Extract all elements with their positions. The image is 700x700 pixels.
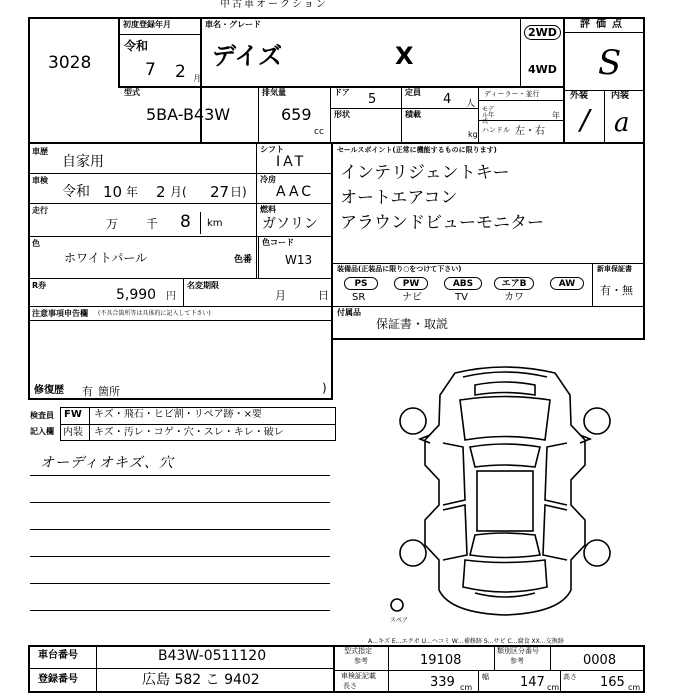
aircon: AAC (276, 184, 315, 200)
repair-bracket: ) (322, 381, 327, 395)
score-ext-label: 外装 (570, 91, 589, 101)
length-label: 長さ (343, 682, 357, 690)
color-code-label: 色コード (262, 238, 294, 247)
distance-unit: km (207, 218, 223, 229)
plate-label: 登録番号 (38, 674, 78, 685)
equip-aw: AW (550, 277, 584, 290)
inspection-era: 令和 (62, 184, 90, 200)
class-no: 0008 (583, 653, 617, 668)
displacement-label: 排気量 (262, 88, 286, 97)
type-spec-label: 型式指定 (344, 647, 372, 655)
first-reg-year: 7 (145, 60, 156, 80)
inspection-year-unit: 年 (126, 185, 139, 199)
first-reg-era: 令和 (124, 39, 149, 53)
width-label: 幅 (482, 673, 489, 681)
score-ext-value: / (580, 103, 590, 136)
width-unit: cm (547, 683, 560, 692)
inspector-label-1: 検査員 (30, 411, 54, 420)
color-no-label: 色番 (234, 255, 253, 265)
selling-point-1: インテリジェントキー (340, 163, 510, 183)
mileage-base-unit: kg (468, 130, 478, 139)
displacement-unit: cc (314, 127, 324, 137)
inspector-row1-head: FW (64, 409, 82, 420)
name-change-month: 月 (275, 289, 286, 302)
height-label: 高さ (563, 673, 577, 681)
inspection-month: 2 (156, 183, 166, 201)
model-year-unit: 年 (552, 111, 560, 120)
inspector-row2: キズ・汚レ・コゲ・穴・スレ・キレ・破レ (94, 427, 284, 438)
name-change-label: 名変期限 (187, 281, 219, 290)
type-spec: 19108 (420, 653, 462, 668)
inspection-label: 車検 (32, 176, 48, 185)
class-no-label: 類別区分番号 (497, 647, 539, 655)
distance-man: 万 (106, 217, 119, 231)
recycle: 5,990 (116, 287, 157, 303)
score-int-label: 内装 (611, 91, 630, 101)
scan-strip: 中古車オークション (220, 0, 328, 10)
inspection-year: 10 (103, 183, 123, 201)
grade: X (395, 42, 414, 70)
equip-sr: SR (352, 292, 366, 303)
drive-2wd: 2WD (524, 25, 561, 40)
fuel-label: 燃料 (260, 205, 276, 214)
mileage-base-label: 積載 (405, 110, 421, 119)
model-code-label: 型式 (124, 88, 140, 97)
accessories-label: 付属品 (337, 308, 361, 317)
length: 339 (430, 675, 455, 690)
distance: 8 (180, 212, 191, 232)
doors-label: ドア (334, 88, 350, 97)
class-no-label2: 参考 (510, 657, 524, 665)
name-label: 車名・グレード (205, 20, 261, 29)
model-year-label: モデル年式 (482, 106, 495, 125)
notes-sublabel: (不具合箇所等は具体的に記入して下さい) (98, 310, 211, 317)
score-value: S (598, 43, 622, 83)
color: ホワイトパール (64, 251, 148, 265)
steering-label: ハンドル (482, 126, 510, 134)
color-code: W13 (285, 253, 313, 267)
usage-label: 車歴 (32, 147, 48, 156)
chassis-label: 車台番号 (38, 650, 78, 661)
info-frame (28, 144, 333, 400)
score-int-value: a (614, 108, 630, 138)
first-reg-month: 2 (175, 62, 186, 82)
new-car-label: 新車保証書 (597, 265, 632, 273)
height: 165 (600, 675, 625, 690)
capacity: 4 (443, 92, 452, 107)
shift: IAT (276, 154, 307, 170)
first-reg-label: 初度登録年月 (123, 20, 171, 29)
inspection-month-unit: 月( (170, 185, 187, 199)
width: 147 (520, 675, 545, 690)
steering: 左・右 (515, 126, 545, 137)
height-unit: cm (628, 683, 641, 692)
blank-label: 形状 (334, 110, 350, 119)
selling-point-3: アラウンドビューモニター (340, 213, 544, 233)
equip-leather: カワ (504, 292, 524, 303)
dealer-label: ディーラー・並行 (484, 90, 540, 98)
capacity-label: 定員 (405, 88, 421, 97)
inspector-row2-head: 内装 (63, 427, 83, 438)
color-label: 色 (32, 239, 40, 248)
type-spec-label2: 参考 (354, 657, 368, 665)
distance-label: 走行 (32, 206, 48, 215)
capacity-unit: 人 (466, 99, 476, 109)
selling-points-label: セールスポイント(正常に機能するものに限ります) (337, 146, 497, 154)
score-label: 評価点 (580, 19, 628, 30)
chassis-number: B43W-0511120 (158, 648, 267, 664)
new-car-value: 有・無 (600, 284, 633, 297)
aircon-label: 冷房 (260, 175, 276, 184)
equip-abs: ABS (444, 277, 482, 290)
drive-4wd: 4WD (528, 63, 557, 76)
equip-navi: ナビ (402, 292, 422, 303)
equip-ps: PS (344, 277, 378, 290)
equip-airbag: エアB (494, 277, 534, 290)
inspector-label-2: 記入欄 (30, 427, 54, 436)
damage-legend: A…キズ E…エクボ U…ヘコミ W…補修跡 S…サビ C…腐食 XX…交換跡 (368, 638, 564, 645)
model-code: 5BA-B43W (146, 105, 231, 124)
inspector-row1: キズ・飛石・ヒビ割・リペア跡・×要 (94, 409, 262, 420)
repair-value: 有 (82, 385, 93, 398)
shift-label: シフト (260, 145, 284, 154)
equip-pw: PW (394, 277, 428, 290)
usage: 自家用 (62, 154, 104, 170)
distance-sen: 千 (146, 217, 159, 231)
inspection-day: 27 (210, 183, 230, 201)
equipment-label: 装備品(正装品に限り○をつけて下さい) (337, 265, 462, 273)
fuel: ガソリン (262, 216, 318, 232)
name-change-day: 日 (318, 289, 329, 302)
car-diagram (385, 355, 625, 625)
lot-number: 3028 (48, 53, 92, 73)
inspection-day-unit: 日) (230, 185, 247, 199)
repair-label: 修復歴 (34, 385, 64, 396)
spare-label: スペア (390, 617, 409, 624)
plate-number: 広島 582 こ 9402 (142, 672, 260, 688)
selling-point-2: オートエアコン (340, 188, 458, 208)
dims-label: 車検証記載 (341, 672, 376, 680)
doors: 5 (368, 92, 377, 107)
recycle-unit: 円 (166, 291, 176, 302)
handwritten-note: オーディオキズ、穴 (40, 455, 175, 471)
recycle-label: R券 (32, 281, 47, 290)
accessories: 保証書・取説 (376, 317, 449, 331)
first-reg-month-unit: 月 (193, 74, 201, 83)
displacement: 659 (281, 105, 312, 124)
model-name: デイズ (212, 42, 283, 70)
length-unit: cm (460, 683, 473, 692)
notes-label: 注意事項申告欄 (32, 309, 88, 318)
repair-unit: 箇所 (98, 385, 120, 398)
equip-tv: TV (455, 292, 468, 303)
